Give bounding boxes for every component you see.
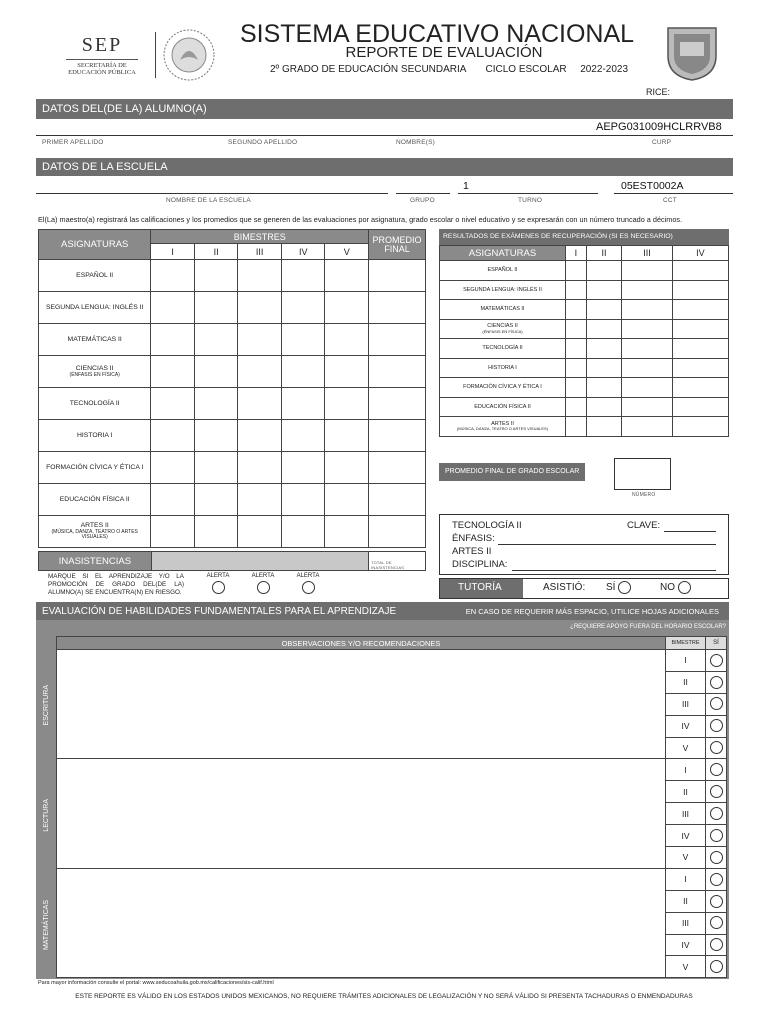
grade-cell[interactable] bbox=[151, 324, 194, 356]
habilidades-header bbox=[36, 602, 729, 620]
subject-label: MATEMÁTICAS II bbox=[67, 335, 122, 343]
inasistencias-row bbox=[38, 551, 426, 571]
grade-cell[interactable] bbox=[281, 420, 325, 452]
disciplina-line[interactable] bbox=[512, 570, 716, 571]
grade-cell[interactable] bbox=[238, 388, 282, 420]
alerta-1-checkbox[interactable] bbox=[212, 581, 225, 594]
turno-label: TURNO bbox=[518, 197, 543, 204]
rec-grade-cell[interactable] bbox=[622, 261, 672, 281]
apoyo-si-cell bbox=[706, 759, 727, 781]
alerta-3-checkbox[interactable] bbox=[302, 581, 315, 594]
bimestres-header: BIMESTRES bbox=[151, 230, 369, 244]
alerta-label: ALERTA bbox=[251, 573, 275, 579]
habilidad-row bbox=[57, 759, 727, 781]
apoyo-si-checkbox[interactable] bbox=[710, 763, 723, 776]
clave-label: CLAVE: bbox=[627, 520, 661, 531]
promedio-final-box[interactable] bbox=[614, 458, 671, 490]
rec-grade-cell[interactable] bbox=[586, 358, 622, 378]
rec-grade-cell[interactable] bbox=[586, 397, 622, 417]
apoyo-si-cell bbox=[706, 912, 727, 934]
grade-row bbox=[39, 388, 426, 420]
apoyo-si-cell bbox=[706, 737, 727, 759]
grade-row bbox=[39, 484, 426, 516]
subject-note: (MÚSICA, DANZA, TEATRO O ARTES VISUALES) bbox=[51, 528, 138, 541]
bimestre-cell: I bbox=[666, 759, 706, 781]
subject-label: SEGUNDA LENGUA: INGLÉS II bbox=[45, 303, 144, 311]
rec-subject-name bbox=[440, 300, 566, 320]
bimestre-cell: V bbox=[666, 956, 706, 978]
apoyo-si-cell bbox=[706, 693, 727, 715]
bimestre-cell: I bbox=[666, 650, 706, 672]
habilidad-row bbox=[57, 650, 727, 672]
rec-subject-name bbox=[440, 358, 566, 378]
subject-name bbox=[39, 292, 151, 324]
bimestre-cell: IV bbox=[666, 934, 706, 956]
bimestre-cell: III bbox=[666, 693, 706, 715]
bimestre-cell: V bbox=[666, 737, 706, 759]
apoyo-si-cell bbox=[706, 956, 727, 978]
grade-row bbox=[39, 356, 426, 388]
divider bbox=[155, 32, 156, 78]
rec-grade-cell[interactable] bbox=[622, 280, 672, 300]
grade-cell[interactable] bbox=[281, 356, 325, 388]
promedio-cell[interactable] bbox=[369, 260, 426, 292]
rec-subject-label: HISTORIA I bbox=[488, 364, 517, 371]
bimestre-cell: III bbox=[666, 912, 706, 934]
cct-label: CCT bbox=[663, 197, 677, 204]
rec-row bbox=[440, 261, 729, 281]
grade-cell[interactable] bbox=[194, 484, 238, 516]
student-section-title: DATOS DEL(DE LA) ALUMNO(A) bbox=[42, 103, 207, 115]
rec-subject-name bbox=[440, 339, 566, 359]
rec-grade-cell[interactable] bbox=[566, 261, 587, 281]
grade-cell[interactable] bbox=[194, 324, 238, 356]
grade-cell[interactable] bbox=[325, 324, 369, 356]
recovery-table bbox=[439, 245, 729, 437]
rec-subject-name bbox=[440, 397, 566, 417]
promedio-cell[interactable] bbox=[369, 356, 426, 388]
rec-grade-cell[interactable] bbox=[622, 300, 672, 320]
curp-value[interactable]: AEPG031009HCLRRVB8 bbox=[596, 121, 722, 133]
subject-label: ARTES II bbox=[80, 521, 109, 529]
rec-subject-label: ESPAÑOL II bbox=[487, 267, 518, 274]
alerta-group bbox=[198, 573, 328, 597]
grade-cell[interactable] bbox=[325, 292, 369, 324]
rec-col-header: III bbox=[622, 246, 672, 261]
observaciones-cell[interactable] bbox=[57, 759, 666, 868]
bimestre-cell: V bbox=[666, 847, 706, 869]
grade-cell[interactable] bbox=[151, 484, 194, 516]
apoyo-si-checkbox[interactable] bbox=[710, 785, 723, 798]
rec-grade-cell[interactable] bbox=[566, 300, 587, 320]
cct-line bbox=[614, 193, 733, 194]
grade-cell[interactable] bbox=[325, 388, 369, 420]
grade-cell[interactable] bbox=[151, 356, 194, 388]
grade-cell[interactable] bbox=[325, 484, 369, 516]
subject-label: HISTORIA I bbox=[76, 431, 113, 439]
promedio-cell[interactable] bbox=[369, 324, 426, 356]
grade-row bbox=[39, 516, 426, 548]
apoyo-si-cell bbox=[706, 715, 727, 737]
apoyo-si-cell bbox=[706, 650, 727, 672]
rec-grade-cell[interactable] bbox=[672, 280, 728, 300]
subject-name bbox=[39, 260, 151, 292]
apoyo-si-cell bbox=[706, 825, 727, 847]
rec-subject-label: ARTES II bbox=[491, 420, 514, 427]
tutoria-si-radio[interactable] bbox=[618, 581, 631, 594]
grade-row bbox=[39, 292, 426, 324]
grade-cell[interactable] bbox=[194, 452, 238, 484]
rec-grade-cell[interactable] bbox=[622, 339, 672, 359]
inasistencias-label: INASISTENCIAS bbox=[39, 552, 152, 571]
student-name-line bbox=[36, 135, 733, 136]
rec-grade-cell[interactable] bbox=[566, 417, 587, 437]
bimestre-col-header: V bbox=[325, 244, 369, 260]
grade-cell[interactable] bbox=[194, 388, 238, 420]
rec-grade-cell[interactable] bbox=[672, 300, 728, 320]
grade-cell[interactable] bbox=[281, 324, 325, 356]
turno-value[interactable]: 1 bbox=[463, 180, 469, 192]
rec-row bbox=[440, 339, 729, 359]
rec-subject-label: CIENCIAS II bbox=[487, 323, 518, 330]
bimestre-col-header: I bbox=[151, 244, 194, 260]
grade-cell[interactable] bbox=[151, 516, 194, 548]
promedio-cell[interactable] bbox=[369, 388, 426, 420]
grade-cell[interactable] bbox=[281, 260, 325, 292]
school-name-line bbox=[36, 193, 388, 194]
grade-cell[interactable] bbox=[238, 452, 282, 484]
rec-grade-cell[interactable] bbox=[566, 378, 587, 398]
rec-subject-note: (MÚSICA, DANZA, TEATRO O ARTES VISUALES) bbox=[456, 426, 549, 432]
grade-cell[interactable] bbox=[281, 388, 325, 420]
subject-name bbox=[39, 356, 151, 388]
si-header: SÍ bbox=[706, 637, 727, 650]
rec-col-header: I bbox=[566, 246, 587, 261]
grupo-line bbox=[396, 193, 450, 194]
grade-row bbox=[39, 452, 426, 484]
subject-label: FORMACIÓN CÍVICA Y ÉTICA I bbox=[46, 463, 144, 471]
apoyo-si-checkbox[interactable] bbox=[710, 960, 723, 973]
promedio-cell[interactable] bbox=[369, 420, 426, 452]
habilidades-table bbox=[56, 636, 727, 978]
bimestre-cell: III bbox=[666, 803, 706, 825]
grade-cell[interactable] bbox=[325, 516, 369, 548]
disciplina-label: DISCIPLINA: bbox=[452, 559, 508, 570]
enfasis-line[interactable] bbox=[498, 544, 716, 545]
bimestre-cell: IV bbox=[666, 825, 706, 847]
tecnologia-label: TECNOLOGÍA II bbox=[452, 520, 522, 531]
area-label bbox=[36, 870, 56, 980]
grade-row bbox=[39, 260, 426, 292]
no-label: NO bbox=[660, 582, 675, 594]
bimestre-cell: I bbox=[666, 868, 706, 890]
bimestre-col-header: II bbox=[194, 244, 238, 260]
subject-label: EDUCACIÓN FÍSICA II bbox=[59, 495, 130, 503]
bimestre-cell: II bbox=[666, 890, 706, 912]
rec-grade-cell[interactable] bbox=[622, 358, 672, 378]
tutoria-row bbox=[439, 578, 729, 599]
rec-grade-cell[interactable] bbox=[586, 378, 622, 398]
rec-row bbox=[440, 378, 729, 398]
curp-label: CURP bbox=[652, 139, 672, 146]
rec-subject-name bbox=[440, 280, 566, 300]
school-section-header bbox=[36, 158, 733, 176]
grade-row bbox=[39, 324, 426, 356]
grade-cell[interactable] bbox=[151, 452, 194, 484]
rec-subject-name bbox=[440, 319, 566, 339]
rec-grade-cell[interactable] bbox=[586, 319, 622, 339]
observaciones-cell[interactable] bbox=[57, 868, 666, 977]
rec-col-header: IV bbox=[672, 246, 728, 261]
cycle-value: 2022-2023 bbox=[580, 64, 629, 75]
report-subtitle: REPORTE DE EVALUACIÓN bbox=[345, 44, 543, 61]
recovery-title: RESULTADOS DE EXÁMENES DE RECUPERACIÓN (SI ES NECESARIO) bbox=[439, 229, 729, 245]
habilidad-row bbox=[57, 868, 727, 890]
grade-cell[interactable] bbox=[238, 484, 282, 516]
clave-line[interactable] bbox=[664, 531, 716, 532]
promedio-final-header: PROMEDIO FINAL bbox=[369, 230, 426, 260]
area-label bbox=[36, 650, 56, 760]
artes-label: ARTES II bbox=[452, 546, 492, 557]
apoyo-si-checkbox[interactable] bbox=[710, 654, 723, 667]
grade-cell[interactable] bbox=[238, 420, 282, 452]
grade-text: 2º GRADO DE EDUCACIÓN SECUNDARIA bbox=[270, 64, 466, 75]
rec-grade-cell[interactable] bbox=[672, 397, 728, 417]
rec-row bbox=[440, 280, 729, 300]
bimestre-col-header: IV bbox=[281, 244, 325, 260]
segundo-apellido-label: SEGUNDO APELLIDO bbox=[228, 139, 298, 146]
rec-subject-label: SEGUNDA LENGUA: INGLÉS II bbox=[463, 286, 542, 293]
rec-grade-cell[interactable] bbox=[622, 397, 672, 417]
apoyo-si-checkbox[interactable] bbox=[710, 851, 723, 864]
rec-grade-cell[interactable] bbox=[622, 319, 672, 339]
bimestre-cell: II bbox=[666, 781, 706, 803]
grade-cell[interactable] bbox=[151, 260, 194, 292]
apoyo-si-cell bbox=[706, 868, 727, 890]
rec-grade-cell[interactable] bbox=[586, 280, 622, 300]
space-note: EN CASO DE REQUERIR MÁS ESPACIO, UTILICE HOJAS ADICIONALES bbox=[465, 606, 719, 616]
rec-row bbox=[440, 300, 729, 320]
area-label-text: MATEMÁTICAS bbox=[42, 899, 50, 951]
apoyo-si-cell bbox=[706, 847, 727, 869]
grade-cell[interactable] bbox=[194, 420, 238, 452]
apoyo-si-cell bbox=[706, 934, 727, 956]
grade-cell[interactable] bbox=[325, 260, 369, 292]
tutoria-no-radio[interactable] bbox=[678, 581, 691, 594]
rec-grade-cell[interactable] bbox=[566, 280, 587, 300]
cct-value[interactable]: 05EST0002A bbox=[621, 180, 684, 192]
grade-cell[interactable] bbox=[281, 516, 325, 548]
apoyo-si-checkbox[interactable] bbox=[710, 895, 723, 908]
area-label-text: ESCRITURA bbox=[42, 684, 50, 726]
rec-grade-cell[interactable] bbox=[586, 261, 622, 281]
grade-cell[interactable] bbox=[238, 516, 282, 548]
rec-subject-label: FORMACIÓN CÍVICA Y ÉTICA I bbox=[463, 384, 542, 391]
grade-cell[interactable] bbox=[151, 292, 194, 324]
rec-grade-cell[interactable] bbox=[672, 378, 728, 398]
subject-name bbox=[39, 452, 151, 484]
grade-cell[interactable] bbox=[151, 420, 194, 452]
inasistencias-cells[interactable] bbox=[151, 552, 368, 571]
extra-info-box bbox=[439, 514, 729, 575]
apoyo-si-checkbox[interactable] bbox=[710, 916, 723, 929]
grade-cell[interactable] bbox=[325, 356, 369, 388]
observaciones-header: OBSERVACIONES Y/O RECOMENDACIONES bbox=[57, 637, 666, 650]
apoyo-si-cell bbox=[706, 671, 727, 693]
rec-grade-cell[interactable] bbox=[586, 417, 622, 437]
grade-cell[interactable] bbox=[238, 292, 282, 324]
rec-grade-cell[interactable] bbox=[672, 417, 728, 437]
subject-label: CIENCIAS II bbox=[75, 364, 114, 372]
rec-grade-cell[interactable] bbox=[586, 300, 622, 320]
rec-grade-cell[interactable] bbox=[672, 339, 728, 359]
apoyo-si-checkbox[interactable] bbox=[710, 938, 723, 951]
rec-grade-cell[interactable] bbox=[566, 319, 587, 339]
grade-cell[interactable] bbox=[194, 260, 238, 292]
promedio-cell[interactable] bbox=[369, 516, 426, 548]
rec-grade-cell[interactable] bbox=[566, 358, 587, 378]
rec-row bbox=[440, 397, 729, 417]
enfasis-label: ÉNFASIS: bbox=[452, 533, 495, 544]
rec-subject-label: MATEMÁTICAS II bbox=[480, 306, 525, 313]
turno-line bbox=[458, 193, 598, 194]
rec-grade-cell[interactable] bbox=[672, 319, 728, 339]
grades-table bbox=[38, 229, 426, 548]
rice-label: RICE: bbox=[646, 87, 671, 97]
rec-subject-name bbox=[440, 261, 566, 281]
grade-cell[interactable] bbox=[238, 260, 282, 292]
primer-apellido-label: PRIMER APELLIDO bbox=[42, 139, 104, 146]
observaciones-cell[interactable] bbox=[57, 650, 666, 759]
rec-row bbox=[440, 358, 729, 378]
rec-subject-note: (ÉNFASIS EN FÍSICA) bbox=[482, 328, 523, 334]
apoyo-si-checkbox[interactable] bbox=[710, 697, 723, 710]
subject-label: ESPAÑOL II bbox=[76, 271, 114, 279]
apoyo-si-checkbox[interactable] bbox=[710, 719, 723, 732]
grade-cell[interactable] bbox=[238, 356, 282, 388]
rec-row bbox=[440, 319, 729, 339]
asignaturas-header: ASIGNATURAS bbox=[39, 230, 151, 260]
rec-subject-name bbox=[440, 378, 566, 398]
total-inasistencias-label: TOTAL DE INASISTENCIAS bbox=[371, 560, 405, 570]
alerta-2-checkbox[interactable] bbox=[257, 581, 270, 594]
subject-name bbox=[39, 516, 151, 548]
subject-note: (ÉNFASIS EN FÍSICA) bbox=[69, 371, 120, 378]
grade-cell[interactable] bbox=[325, 420, 369, 452]
apoyo-si-cell bbox=[706, 803, 727, 825]
rec-grade-cell[interactable] bbox=[672, 358, 728, 378]
grading-notice: El(La) maestro(a) registrará las calificaciones y los promedios que se generen de las evaluaciones por asignatura, grado escolar o nivel educativo y se expresarán con un número truncado a décimos. bbox=[38, 215, 683, 224]
bimestre-header: BIMESTRE bbox=[666, 637, 706, 650]
rec-grade-cell[interactable] bbox=[622, 378, 672, 398]
grade-cell[interactable] bbox=[194, 356, 238, 388]
apoyo-si-cell bbox=[706, 781, 727, 803]
alerta-label: ALERTA bbox=[296, 573, 320, 579]
rec-col-header: II bbox=[586, 246, 622, 261]
subject-name bbox=[39, 324, 151, 356]
subject-name bbox=[39, 388, 151, 420]
school-name-label: NOMBRE DE LA ESCUELA bbox=[166, 197, 251, 204]
rec-grade-cell[interactable] bbox=[586, 339, 622, 359]
rec-grade-cell[interactable] bbox=[672, 261, 728, 281]
grupo-label: GRUPO bbox=[410, 197, 435, 204]
sep-sub2: EDUCACIÓN PÚBLICA bbox=[68, 69, 136, 76]
bimestre-cell: II bbox=[666, 671, 706, 693]
subject-name bbox=[39, 484, 151, 516]
nombre-label: NOMBRE(S) bbox=[396, 139, 435, 146]
area-label bbox=[36, 760, 56, 870]
grade-cell[interactable] bbox=[281, 452, 325, 484]
student-section-header bbox=[36, 99, 733, 119]
rec-grade-cell[interactable] bbox=[566, 397, 587, 417]
tutoria-label: TUTORÍA bbox=[440, 579, 523, 598]
area-label-text: LECTURA bbox=[42, 798, 50, 832]
grade-cell[interactable] bbox=[325, 452, 369, 484]
school-section-title: DATOS DE LA ESCUELA bbox=[42, 161, 168, 173]
grade-row bbox=[39, 420, 426, 452]
alerta-instructions: MARQUE SI EL APRENDIZAJE Y/O LA PROMOCIÓN DE GRADO DEL(DE LA) ALUMNO(A) SE ENCUENTRA(N) EN RIESGO. bbox=[48, 573, 184, 596]
grade-cell[interactable] bbox=[281, 292, 325, 324]
promedio-cell[interactable] bbox=[369, 452, 426, 484]
promedio-cell[interactable] bbox=[369, 484, 426, 516]
habilidades-title: EVALUACIÓN DE HABILIDADES FUNDAMENTALES PARA EL APRENDIZAJE bbox=[42, 605, 397, 617]
rec-grade-cell[interactable] bbox=[622, 417, 672, 437]
alerta-label: ALERTA bbox=[206, 573, 230, 579]
rec-subject-label: TECNOLOGÍA II bbox=[482, 345, 523, 352]
apoyo-si-cell bbox=[706, 890, 727, 912]
apoyo-si-checkbox[interactable] bbox=[710, 807, 723, 820]
subject-label: TECNOLOGÍA II bbox=[69, 399, 120, 407]
grade-cell[interactable] bbox=[238, 324, 282, 356]
grade-cell[interactable] bbox=[194, 516, 238, 548]
sep-sub1: SECRETARÍA DE bbox=[77, 62, 127, 69]
apoyo-si-checkbox[interactable] bbox=[710, 676, 723, 689]
rec-asignaturas-header: ASIGNATURAS bbox=[440, 246, 566, 261]
bimestre-cell: IV bbox=[666, 715, 706, 737]
cycle-label: CICLO ESCOLAR bbox=[485, 64, 567, 75]
si-label: SÍ bbox=[606, 582, 616, 594]
apoyo-si-checkbox[interactable] bbox=[710, 741, 723, 754]
apoyo-question: ¿REQUIERE APOYO FUERA DEL HORARIO ESCOLAR? bbox=[570, 624, 726, 630]
asistio-label: ASISTIÓ: bbox=[543, 582, 586, 593]
rec-subject-name bbox=[440, 417, 566, 437]
state-shield-icon bbox=[664, 22, 720, 82]
rec-grade-cell[interactable] bbox=[566, 339, 587, 359]
sep-logo bbox=[52, 34, 152, 76]
apoyo-si-checkbox[interactable] bbox=[710, 829, 723, 842]
grade-line bbox=[270, 64, 670, 75]
promedio-final-grado-label: PROMEDIO FINAL DE GRADO ESCOLAR bbox=[439, 463, 585, 481]
numero-label: NÚMERO bbox=[632, 492, 656, 498]
grade-cell[interactable] bbox=[151, 388, 194, 420]
bimestre-col-header: III bbox=[238, 244, 282, 260]
apoyo-si-checkbox[interactable] bbox=[710, 873, 723, 886]
validity-note: ESTE REPORTE ES VÁLIDO EN LOS ESTADOS UNIDOS MEXICANOS, NO REQUIERE TRÁMITES ADICIONALES DE LEGALIZACIÓN Y NO SERÁ VÁLIDO SI PRESENTA TACHADURAS O ENMENDADURAS bbox=[75, 993, 693, 1000]
subject-name bbox=[39, 420, 151, 452]
promedio-cell[interactable] bbox=[369, 292, 426, 324]
grade-cell[interactable] bbox=[194, 292, 238, 324]
portal-note: Para mayor información consulte el portal: www.seducoahuila.gob.mx/calificaciones/sis-calif.html bbox=[38, 980, 274, 986]
rec-subject-label: EDUCACIÓN FÍSICA II bbox=[474, 403, 531, 410]
grade-cell[interactable] bbox=[281, 484, 325, 516]
sep-logo-text: SEP bbox=[81, 34, 123, 56]
rec-row bbox=[440, 417, 729, 437]
page-title: SISTEMA EDUCATIVO NACIONAL bbox=[239, 20, 635, 48]
